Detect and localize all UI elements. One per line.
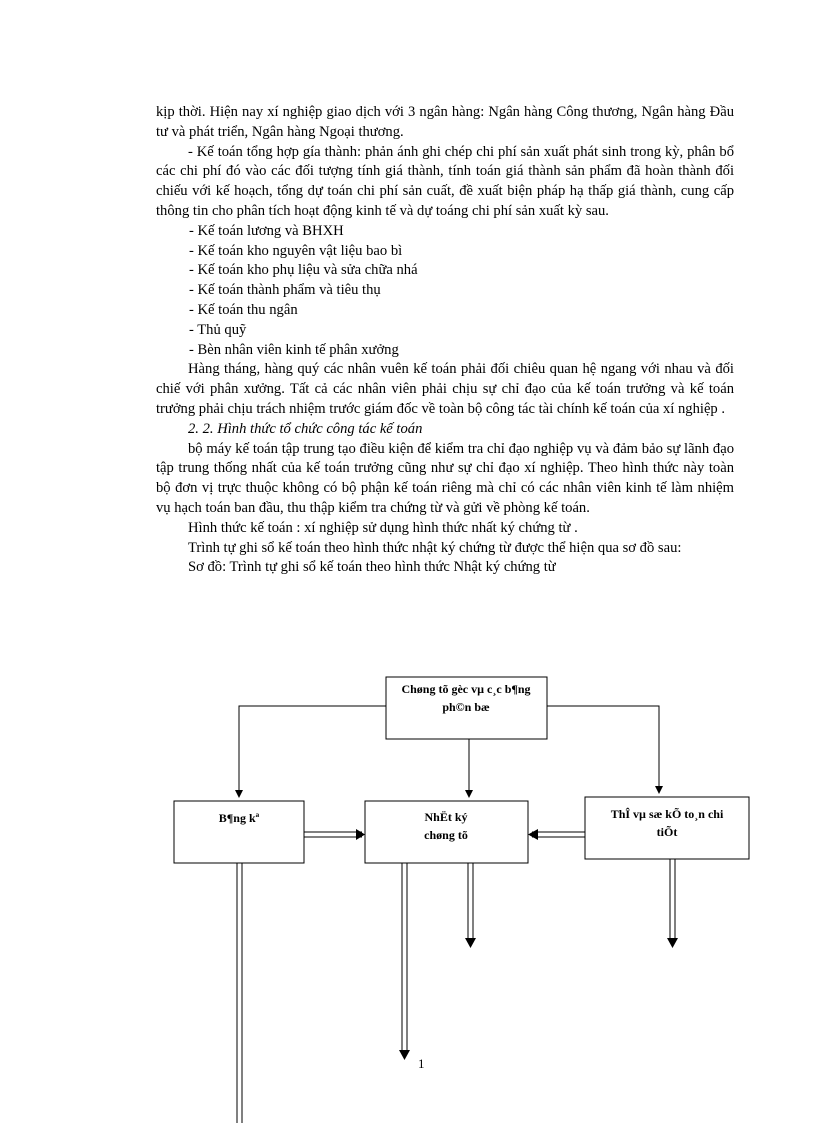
paragraph-recording-sequence: Trình tự ghi sổ kế toán theo hình thức nhật ký chứng từ được thể hiện qua sơ đồ sau: bbox=[188, 539, 682, 556]
detail-down-head bbox=[667, 938, 678, 948]
page-number: 1 bbox=[418, 1056, 425, 1071]
paragraph-centralized-apparatus: bộ máy kế toán tập trung tạo điều kiện để kiểm tra chỉ đạo nghiệp vụ và đảm bảo sự lãnh đạo tập trung thống nhất của kế toán trưởng cũng như sự chỉ đạo xí nghiệp. Theo hình thức này toàn bộ đơn vị trực thuộc không có bộ phận kế toán riêng mà chỉ có các nhân viên kinh tế làm nhiệm vụ hạch toán ban đầu, thu thập kiểm tra chứng từ và gửi về phòng kế toán. bbox=[156, 440, 734, 516]
list-item: - Kế toán thu ngân bbox=[189, 301, 298, 318]
journal-left-down-head bbox=[399, 1050, 410, 1060]
section-heading: 2. 2. Hình thức tổ chức công tác kế toán bbox=[188, 420, 423, 437]
detail-ledger-label-1: ThÎ vµ sæ kÕ to¸n chi bbox=[610, 807, 724, 821]
list-item: - Kế toán kho phụ liệu và sửa chữa nhá bbox=[189, 262, 418, 279]
arrow-to-summary-sheet bbox=[239, 706, 386, 797]
double-arrow-detail-to-journal-head bbox=[528, 829, 538, 840]
paragraph-monthly-reconciliation: Hàng tháng, hàng quý các nhân vuên kế toán phải đối chiêu quan hệ ngang với nhau và đối chiế với phân xưởng. Tất cả các nhân viên phải chịu sự chỉ đạo của kế toán trưởng và kế toán trưởng phải chịu trách nhiệm trước giám đốc về toàn bộ công tác tài chính kế toán của xí nghiệp . bbox=[156, 361, 734, 417]
paragraph-accounting-form: Hình thức kế toán : xí nghiệp sử dụng hình thức nhất ký chứng từ . bbox=[188, 519, 578, 536]
diagram-caption: Sơ đồ: Trình tự ghi sổ kế toán theo hình thức Nhật ký chứng từ bbox=[188, 559, 556, 576]
summary-sheet-label: B¶ng kª bbox=[218, 811, 260, 825]
paragraph-bank-info: kịp thời. Hiện nay xí nghiệp giao dịch với 3 ngân hàng: Ngân hàng Công thương, Ngân hàng Đầu tư và phát triển, Ngân hàng Ngoại thương. bbox=[156, 104, 734, 140]
list-item: - Kế toán lương và BHXH bbox=[189, 222, 344, 239]
journal-voucher-label-2: chøng tõ bbox=[424, 828, 468, 842]
paragraph-cost-accountant: - Kế toán tổng hợp gía thành: phản ánh ghi chép chi phí sản xuất phát sinh trong kỳ, phân bổ các chi phí đó vào các đối tượng tính giá thành, tính toán giá thành sản phẩm đã hoàn thành đối chiếu với kế hoạch, tổng dự toán chi phí sản cuất, đề xuất biện pháp hạ thấp giá thành, cung cấp thông tin cho phân tích hoạt động kinh tế và dự toáng chi phí sản xuất kỳ sau. bbox=[156, 143, 734, 219]
list-item: - Kế toán kho nguyên vật liệu bao bì bbox=[189, 242, 403, 259]
detail-ledger-label-2: tiÕt bbox=[656, 825, 678, 839]
list-item: - Kế toán thành phẩm và tiêu thụ bbox=[189, 282, 381, 299]
arrow-to-detail-ledger bbox=[547, 706, 659, 793]
double-arrow-summary-to-journal-head bbox=[356, 829, 365, 840]
list-item: - Thủ quỹ bbox=[189, 321, 247, 338]
journal-right-down-head bbox=[465, 938, 476, 948]
journal-voucher-label-1: NhËt ký bbox=[424, 810, 468, 824]
source-documents-label-2: ph©n bæ bbox=[442, 700, 490, 714]
source-documents-label-1: Chøng tõ gèc vµ c¸c b¶ng bbox=[401, 682, 531, 696]
list-item: - Bèn nhân viên kinh tế phân xưởng bbox=[189, 341, 399, 358]
